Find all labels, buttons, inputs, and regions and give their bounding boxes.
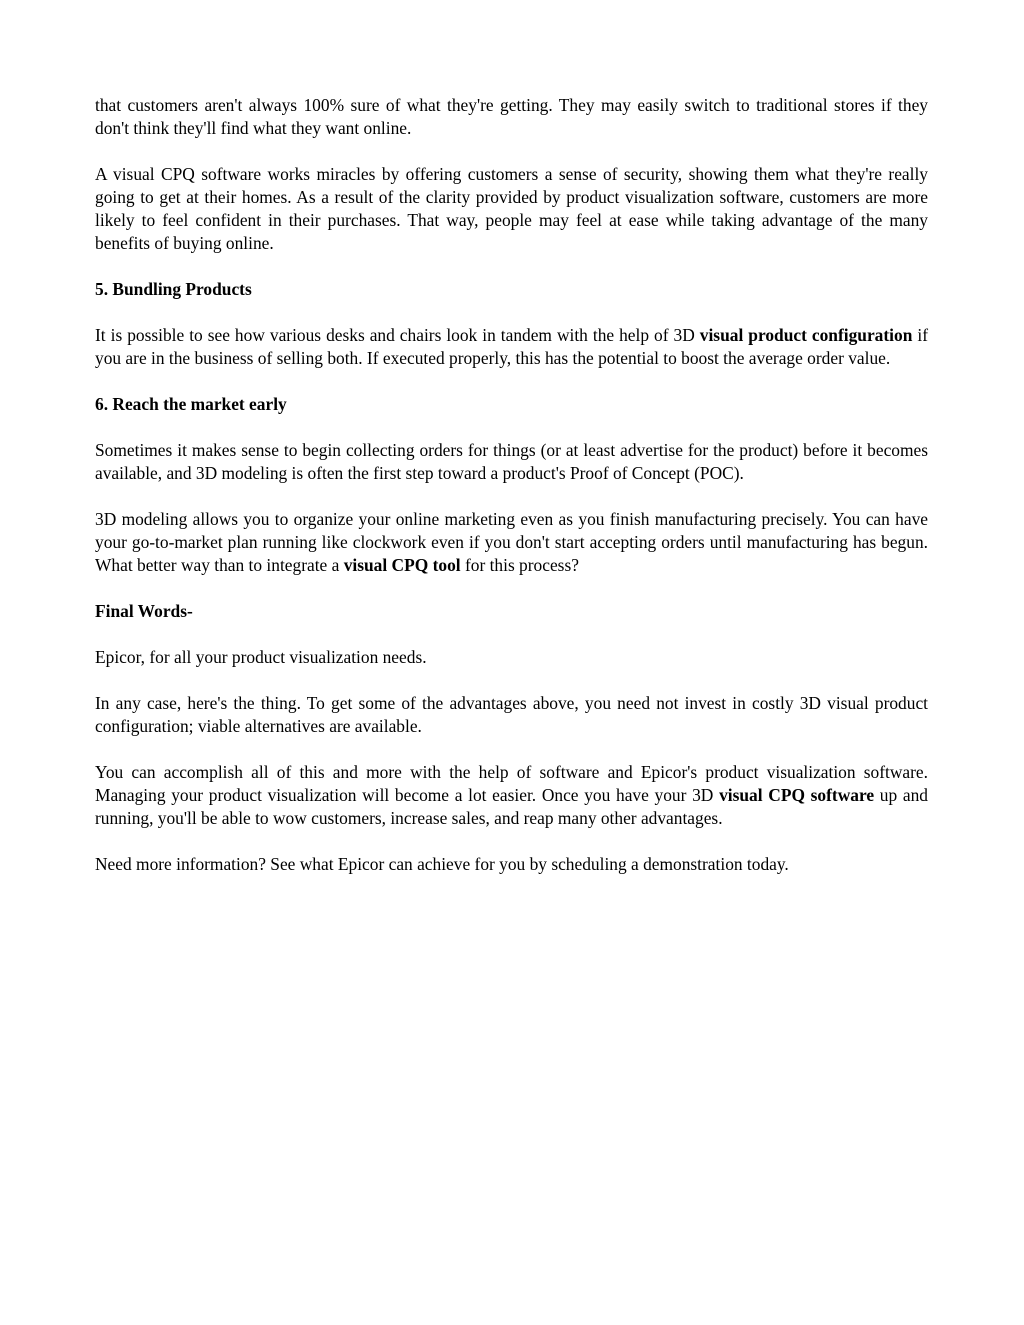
paragraph-visual-cpq-security: A visual CPQ software works miracles by offering customers a sense of security, showing them what they're really going to get at their homes. As a result of the clarity provided by product visualization software, customers are more likely to feel confident in their purchases. That way, people may feel at ease while taking advantage of the many benefits of buying online. — [95, 164, 928, 253]
paragraph-3d-modeling-text-2: for this process? — [460, 555, 579, 575]
paragraph-collecting-orders: Sometimes it makes sense to begin collecting orders for things (or at least advertise for the product) before it becomes available, and 3D modeling is often the first step toward a product's Proof of Concept (POC). — [95, 440, 928, 483]
paragraph-returns: that customers aren't always 100% sure of what they're getting. They may easily switch to traditional stores if they don't think they'll find what they want online. — [95, 95, 928, 138]
paragraph-accomplish — [95, 761, 928, 830]
bold-visual-product-configuration: visual product configuration — [699, 325, 913, 345]
bold-visual-cpq-software: visual CPQ software — [719, 785, 875, 805]
paragraph-bundling-text-2: if you are in the business of selling both. If executed properly, this has the potential to boost the average order value. — [95, 325, 928, 368]
paragraph-3d-modeling-text-1: 3D modeling allows you to organize your online marketing even as you finish manufacturing precisely. You can have your go-to-market plan running like clockwork even if you don't start accepting orders until manufacturing has begun. What better way than to integrate a — [95, 509, 928, 575]
paragraph-need-more-information: Need more information? See what Epicor can achieve for you by scheduling a demonstration today. — [95, 854, 789, 874]
paragraph-alternatives: In any case, here's the thing. To get some of the advantages above, you need not invest in costly 3D visual product configuration; viable alternatives are available. — [95, 693, 928, 736]
bold-visual-cpq-tool: visual CPQ tool — [343, 555, 461, 575]
paragraph-accomplish-text-2: up and running, you'll be able to wow customers, increase sales, and reap many other advantages. — [95, 785, 928, 828]
heading-bundling-products: 5. Bundling Products — [95, 279, 252, 299]
paragraph-accomplish-text-1: You can accomplish all of this and more with the help of software and Epicor's product visualization software. Managing your product visualization will become a lot easier. Once you have your 3D — [95, 762, 928, 805]
paragraph-bundling-text-1: It is possible to see how various desks and chairs look in tandem with the help of 3D — [95, 325, 700, 345]
document-page — [95, 94, 928, 899]
heading-final-words: Final Words- — [95, 601, 193, 621]
paragraph-epicor-needs: Epicor, for all your product visualization needs. — [95, 647, 427, 667]
paragraph-3d-modeling — [95, 508, 928, 577]
heading-reach-market-early: 6. Reach the market early — [95, 394, 287, 414]
paragraph-bundling — [95, 324, 928, 370]
